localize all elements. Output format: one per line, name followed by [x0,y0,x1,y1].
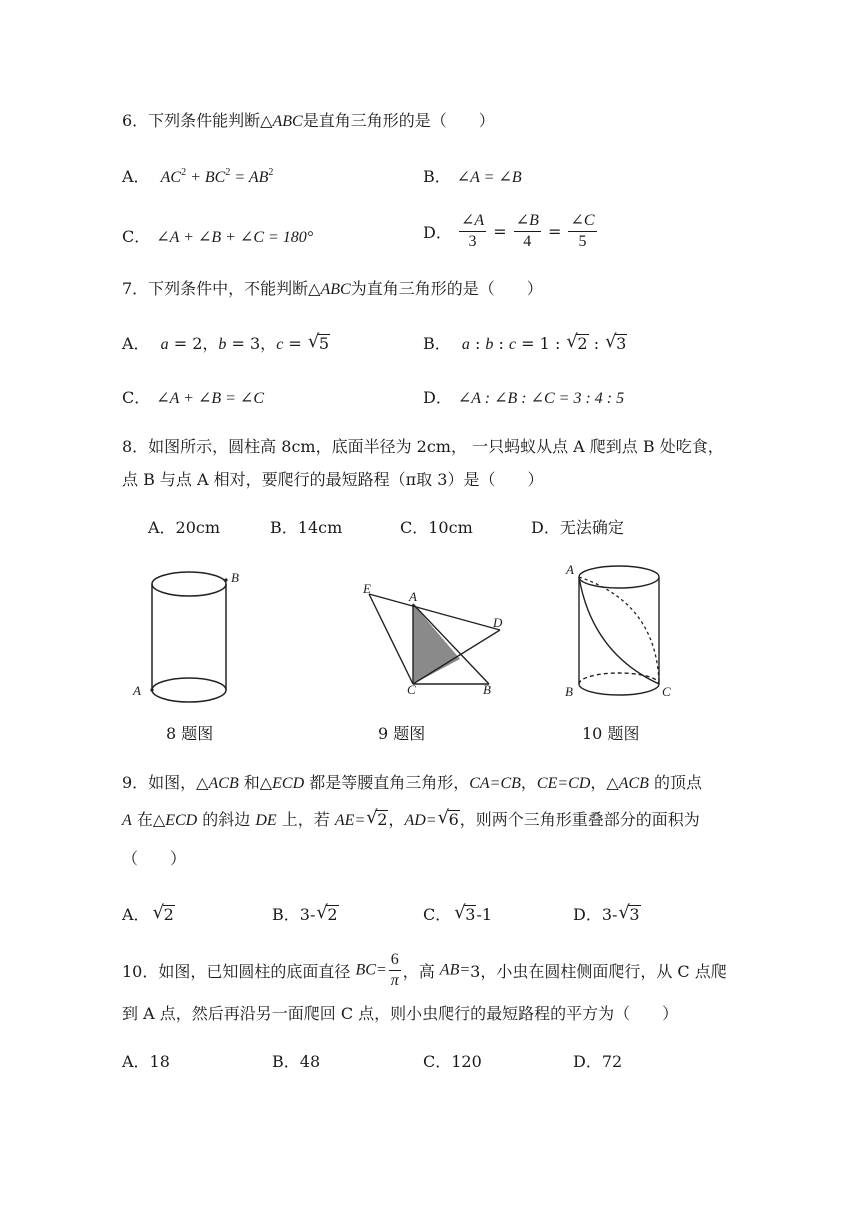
q9-stem-line1: 9．如图，△ACB 和△ECD 都是等腰直角三角形，CA=CB，CE=CD，△ACB 的顶点 [122,773,703,792]
q6-stem: 6．下列条件能判断△ABC是直角三角形的是（ ） [122,111,495,130]
q7-option-a[interactable]: A． a = 2，b = 3，c = √ 5 [122,331,330,354]
q10-option-a[interactable]: A．18 [122,1052,170,1071]
q9-stem-line3: （ ） [122,849,187,868]
q10-stem-line2: 到 A 点，然后再沿另一面爬回 C 点，则小虫爬行的最短路程的平方为（ ） [122,1004,679,1023]
q8-option-c[interactable]: C．10cm [400,518,473,537]
figure-8-caption: 8 题图 [166,724,214,743]
q7-option-d[interactable]: D． ∠A : ∠B : ∠C = 3 : 4 : 5 [423,388,625,407]
q10-option-c[interactable]: C．120 [423,1052,482,1071]
q8-option-a[interactable]: A．20cm [148,518,221,537]
q10-option-b[interactable]: B．48 [272,1052,321,1071]
fig9-label-c: C [407,682,416,695]
q9-option-c[interactable]: C．√ 3-1 [423,902,492,925]
figure-8-cylinder [125,562,255,707]
frac-b-4: $\frac{\angle B}{4}$ [515,212,539,250]
fig9-label-a: A [409,589,417,604]
fig10-label-c: C [662,684,671,699]
q10-stem-line1: 10．如图，已知圆柱的底面直径 BC= $\frac{6}{\pi}$ ，高 AB=3，小虫在圆柱侧面爬行，从 C 点爬 [122,951,727,989]
figure-10-caption: 10 题图 [582,724,640,743]
fig9-label-e: E [363,581,371,596]
q6-option-b[interactable]: B． ∠A = ∠B [423,167,522,186]
q9-option-a[interactable]: A．√ 2 [122,902,175,925]
q6-option-a[interactable]: A． $AC^2 + BC^2 = AB^2$ [122,167,274,186]
q8-option-d[interactable]: D．无法确定 [531,518,624,537]
fig9-label-d: D [493,615,503,630]
fig10-label-b: B [565,684,573,699]
frac-c-5: $\frac{\angle C}{5}$ [570,212,595,250]
fig10-label-a: A [566,562,574,577]
frac-a-3: $\frac{\angle A}{3}$ [460,212,485,250]
figure-9-triangles [355,580,515,695]
figure-9-caption: 9 题图 [378,724,426,743]
frac-6-over-pi: $\frac{6}{\pi}$ [390,951,399,989]
q10-option-d[interactable]: D．72 [573,1052,623,1071]
q9-option-b[interactable]: B．3-√ 2 [272,902,339,925]
q6-option-c[interactable]: C． ∠A + ∠B + ∠C = 180° [122,227,314,246]
fig8-label-a: A [133,683,141,698]
q8-stem-line1: 8．如图所示，圆柱高 8cm，底面半径为 2cm， 一只蚂蚁从点 A 爬到点 B 处吃食， [122,437,724,456]
q8-option-b[interactable]: B．14cm [270,518,343,537]
q6-option-d[interactable]: D． $\frac{\angle A}{3}$ = $\frac{\angle B}{4}$ = $\frac{\angle C}{5}$ [423,212,595,250]
fig9-label-b: B [483,682,491,695]
q7-option-c[interactable]: C． ∠A + ∠B = ∠C [122,388,264,407]
fig8-label-b: B [231,570,239,585]
q9-option-d[interactable]: D．3-√ 3 [573,902,641,925]
q9-stem-line2: A 在△ECD 的斜边 DE 上，若 AE=√ 2，AD=√ 6，则两个三角形重叠部分的面积为 [122,807,700,830]
q8-stem-line2: 点 B 与点 A 相对，要爬行的最短路程（π取 3）是（ ） [122,470,544,489]
figure-10-cylinder [562,558,687,703]
q7-option-b[interactable]: B． a : b : c = 1 : √ 2 : √ 3 [423,331,627,354]
q7-stem: 7．下列条件中，不能判断△ABC为直角三角形的是（ ） [122,279,543,298]
